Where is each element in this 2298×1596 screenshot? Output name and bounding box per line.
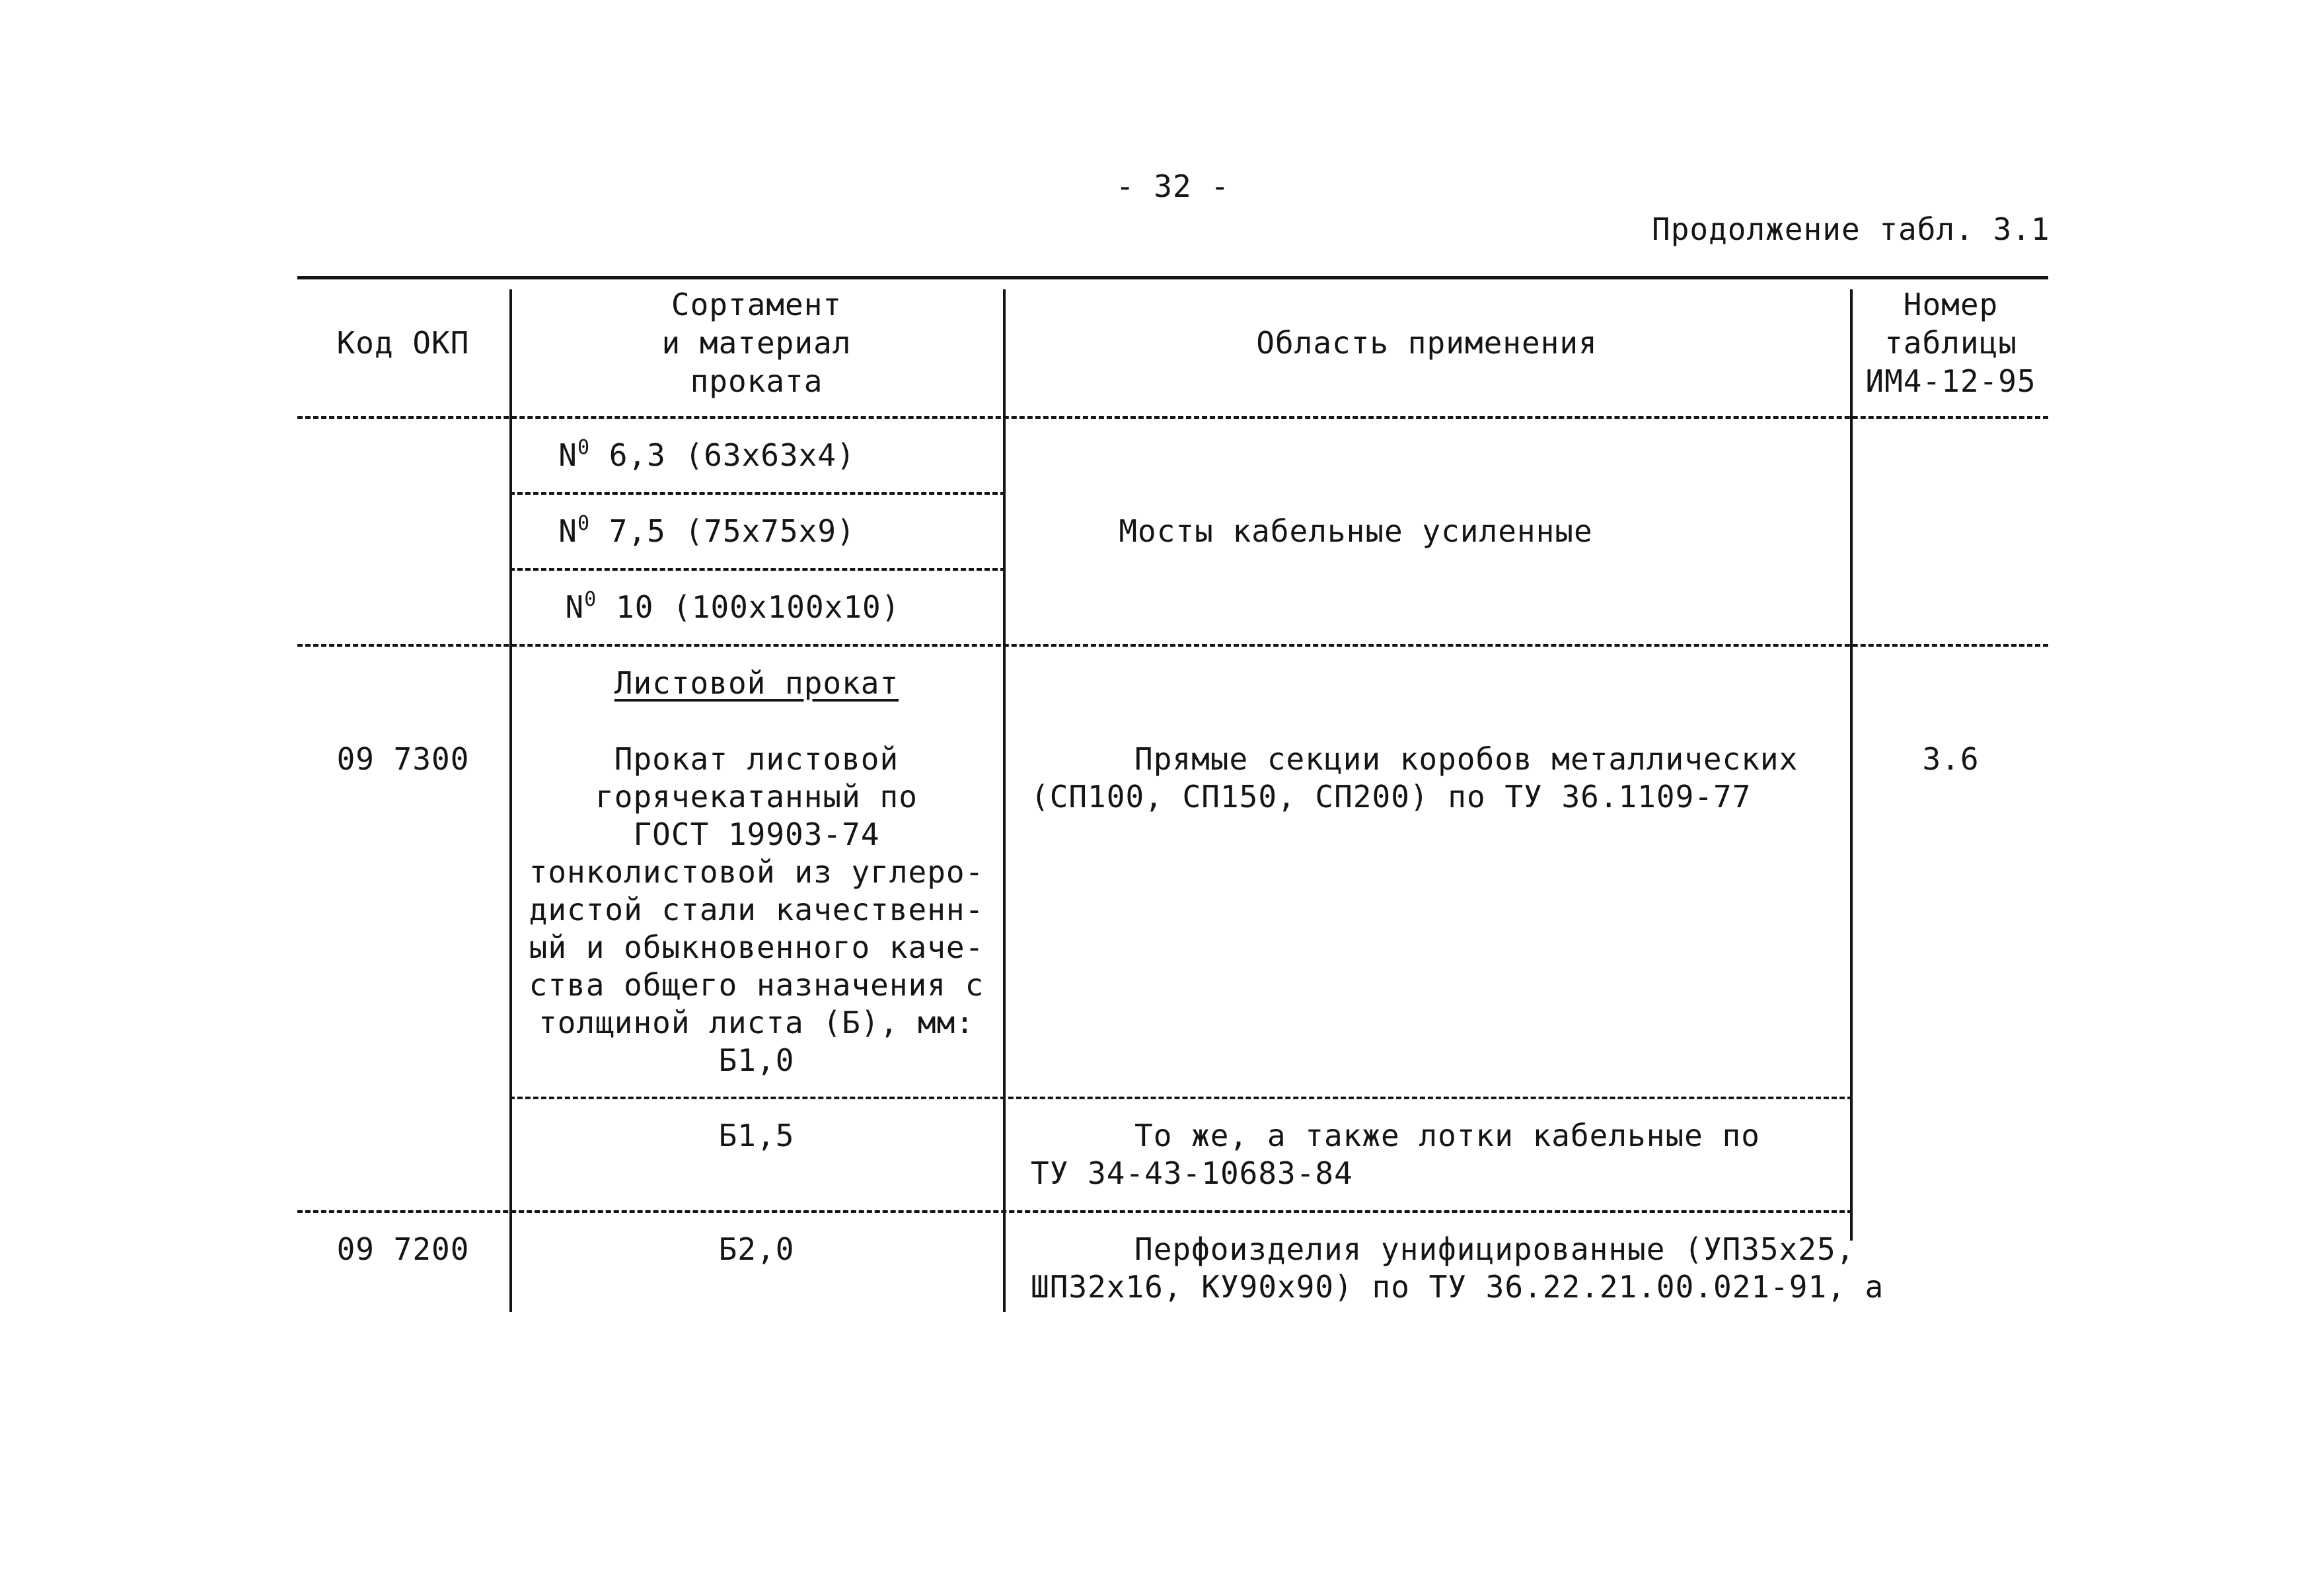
sheet-description-line-5: дистой стали качественн- <box>529 892 984 927</box>
b15-thickness: Б1,5 <box>718 1118 795 1153</box>
sheet-description-line-6: ый и обыкновенного каче- <box>529 929 984 965</box>
header-table-number-line-2: таблицы <box>1884 325 2017 361</box>
b15-application-line-2: ТУ 34-43-10683-84 <box>1031 1155 1353 1191</box>
column-divider-2 <box>1003 289 1006 1312</box>
sheet-heading: Листовой прокат <box>614 665 899 701</box>
angle-item-1: $N^0$ 6,3 (63x63x4) <box>558 436 856 473</box>
header-table-number-line-1: Номер <box>1903 287 1999 322</box>
b20-code: 09 7200 <box>336 1231 470 1267</box>
sheet-description-line-2: горячекатанный по <box>595 779 918 815</box>
header-assortment-line-2: и материал <box>661 325 852 361</box>
sheet-description-line-1: Прокат листовой <box>614 741 899 777</box>
sheet-description-line-3: ГОСТ 19903-74 <box>633 816 880 852</box>
angle-application: Мосты кабельные усиленные <box>1119 513 1593 549</box>
section-divider-sheet <box>297 644 2048 647</box>
sheet-description-line-4: тонколистовой из углеро- <box>529 854 984 890</box>
angle-item-2: $N^0$ 7,5 (75x75x9) <box>558 512 856 549</box>
b20-thickness: Б2,0 <box>718 1231 795 1267</box>
table-top-rule <box>297 276 2048 279</box>
header-assortment-line-1: Сортамент <box>671 287 842 322</box>
angle-item-3: $N^0$ 10 (100x100x10) <box>565 588 901 625</box>
angle-divider-1 <box>509 492 1006 495</box>
header-table-number-line-3: ИМ4-12-95 <box>1865 363 2036 399</box>
page-number: - 32 - <box>1115 168 1230 204</box>
section-divider-b15 <box>509 1097 1853 1099</box>
sheet-description-line-7: ства общего назначения с <box>529 967 984 1003</box>
header-code: Код ОКП <box>336 325 470 361</box>
angle-divider-2 <box>509 568 1006 571</box>
sheet-application-line-1: Прямые секции коробов металлических <box>1134 741 1798 777</box>
b15-application-line-1: То же, а также лотки кабельные по <box>1134 1118 1760 1153</box>
b20-application-line-1: Перфоизделия унифицированные (УП35x25, <box>1134 1231 1855 1267</box>
sheet-code: 09 7300 <box>336 741 470 777</box>
section-divider-b20 <box>297 1210 1853 1213</box>
header-application: Область применения <box>1256 325 1598 361</box>
header-assortment-line-3: проката <box>690 363 823 399</box>
sheet-description-line-8: толщиной листа (Б), мм: <box>538 1005 975 1040</box>
sheet-application-line-2: (СП100, СП150, СП200) по ТУ 36.1109-77 <box>1031 779 1752 815</box>
table-continuation-label: Продолжение табл. 3.1 <box>1652 211 2050 247</box>
sheet-table-number: 3.6 <box>1922 741 1980 777</box>
sheet-thickness-b10: Б1,0 <box>718 1042 795 1078</box>
b20-application-line-2: ШП32x16, КУ90x90) по ТУ 36.22.21.00.021-91, а <box>1031 1269 1884 1305</box>
header-divider <box>297 416 2048 419</box>
